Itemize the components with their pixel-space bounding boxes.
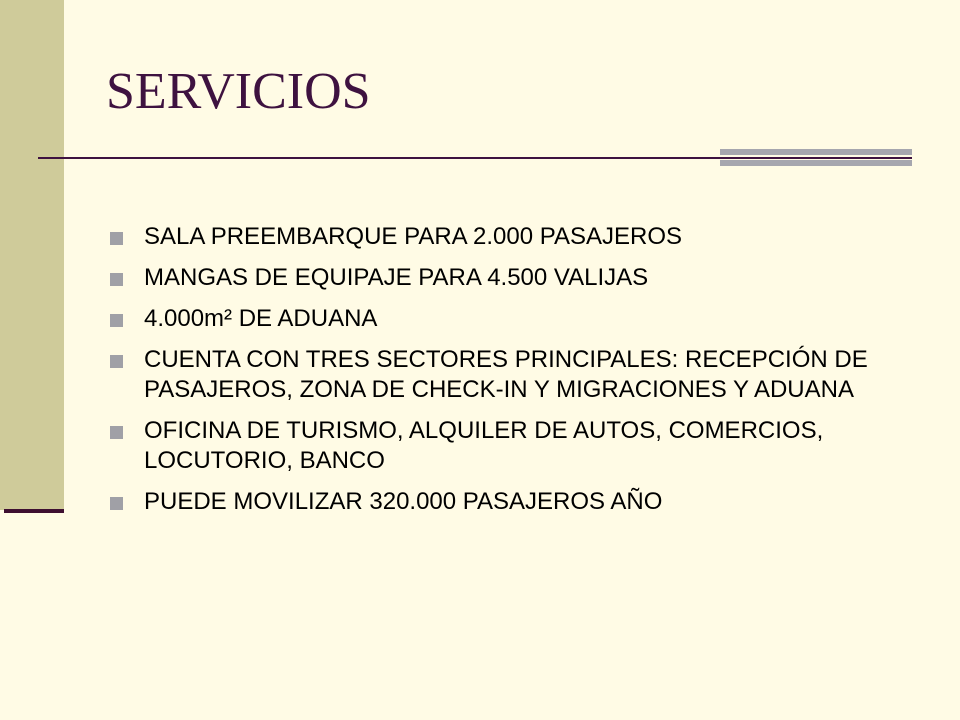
side-accent-bar xyxy=(4,509,64,513)
square-bullet-icon xyxy=(110,426,123,439)
square-bullet-icon xyxy=(110,232,123,245)
title-rule-accent xyxy=(720,149,912,155)
bullet-item-mangas xyxy=(110,263,890,293)
bullet-text: MANGAS DE EQUIPAJE PARA 4.500 VALIJAS xyxy=(144,264,649,291)
title-rule-accent-lower xyxy=(720,160,912,166)
square-bullet-icon xyxy=(110,273,123,286)
bullet-text: 4.000m² DE ADUANA xyxy=(144,305,378,332)
side-decorative-band xyxy=(0,0,64,510)
square-bullet-icon xyxy=(110,497,123,510)
square-bullet-icon xyxy=(110,355,123,368)
title-underline xyxy=(38,157,912,159)
slide-title: SERVICIOS xyxy=(106,63,371,120)
bullet-text: SALA PREEMBARQUE PARA 2.000 PASAJEROS xyxy=(144,223,682,250)
bullet-text: CUENTA CON TRES SECTORES PRINCIPALES: RECEPCIÓN DE PASAJEROS, ZONA DE CHECK-IN Y MIGRACIONES Y ADUANA xyxy=(144,346,868,403)
square-bullet-icon xyxy=(110,314,123,327)
bullet-item-movilizar xyxy=(110,487,890,517)
bullet-item-oficina xyxy=(110,416,890,476)
bullet-item-sectores xyxy=(110,345,890,405)
bullet-item-aduana xyxy=(110,304,890,334)
bullet-item-preembarque xyxy=(110,222,890,252)
bullet-list xyxy=(110,222,890,528)
bullet-text: OFICINA DE TURISMO, ALQUILER DE AUTOS, COMERCIOS, LOCUTORIO, BANCO xyxy=(144,417,824,474)
bullet-text: PUEDE MOVILIZAR 320.000 PASAJEROS AÑO xyxy=(144,488,663,515)
